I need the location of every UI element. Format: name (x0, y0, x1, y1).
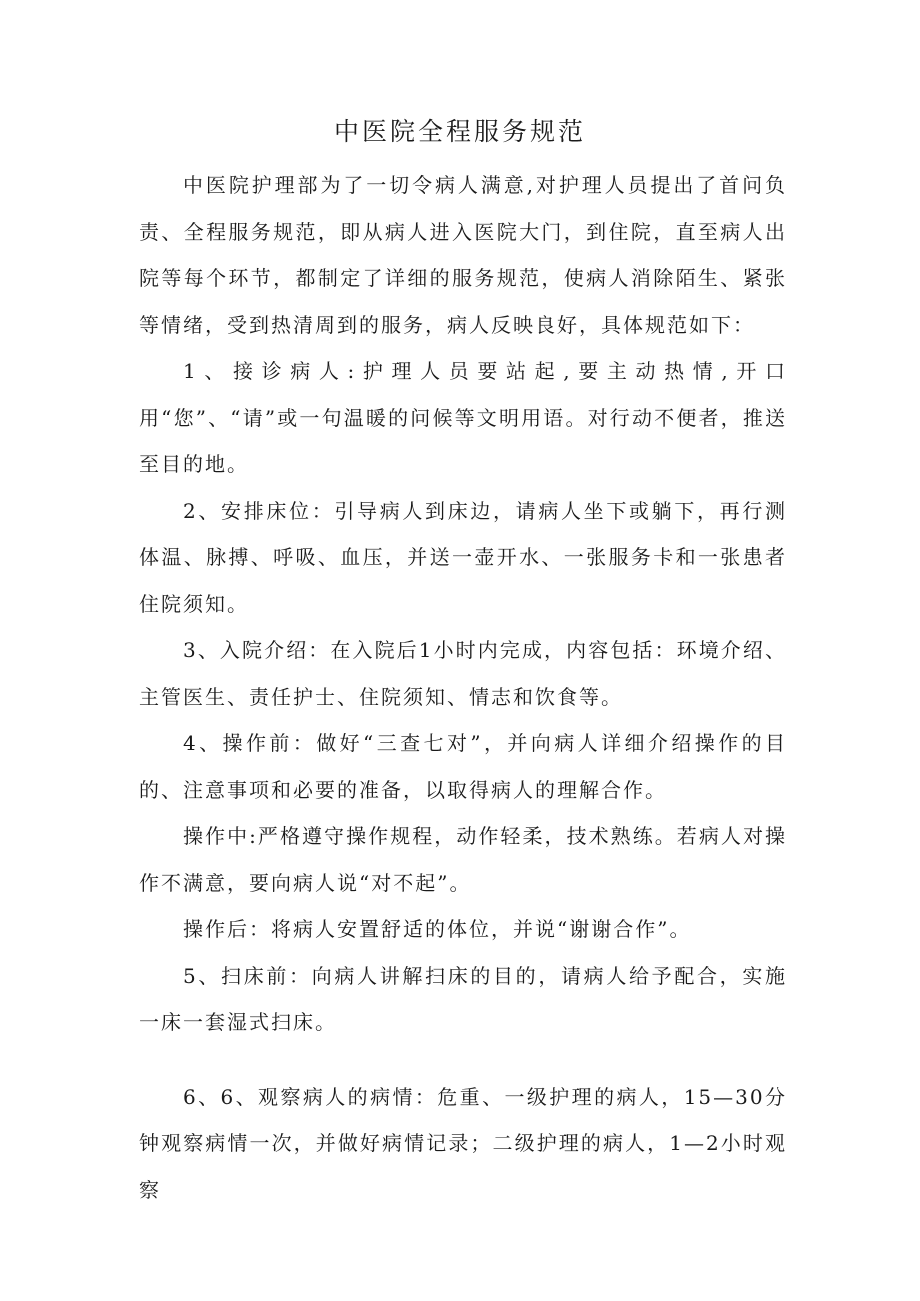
paragraph-bed-sweeping: 5、扫床前：向病人讲解扫床的目的，请病人给予配合，实施一床一套湿式扫床。 (139, 963, 787, 1034)
paragraph-after-operation: 操作后：将病人安置舒适的体位，并说“谢谢合作”。 (183, 917, 692, 941)
paragraph-before-operation: 4、操作前：做好“三查七对”，并向病人详细介绍操作的目的、注意事项和必要的准备，以取得病人的理解合作。 (139, 731, 787, 802)
paragraph-observation: 6、6、观察病人的病情：危重、一级护理的病人，15—30分钟观察病情一次，并做好病情记录；二级护理的病人，1—2小时观察 (139, 1084, 787, 1202)
paragraph-gap (139, 1046, 787, 1074)
paragraph-admission-intro: 3、入院介绍：在入院后1小时内完成，内容包括：环境介绍、主管医生、责任护士、住院须知、情志和饮食等。 (139, 638, 787, 709)
document-title: 中医院全程服务规范 (333, 117, 586, 146)
paragraph-intro: 中医院护理部为了一切令病人满意,对护理人员提出了首问负责、全程服务规范，即从病人进入医院大门，到住院，直至病人出院等每个环节，都制定了详细的服务规范，使病人消除陌生、紧张等情绪，受到热清周到的服务，病人反映良好，具体规范如下： (139, 173, 787, 337)
paragraph-during-operation: 操作中:严格遵守操作规程，动作轻柔，技术熟练。若病人对操作不满意，要向病人说“对不起”。 (139, 824, 787, 895)
paragraph-reception: 1、接诊病人:护理人员要站起,要主动热情,开口用“您”、“请”或一句温暖的问候等文明用语。对行动不便者，推送至目的地。 (139, 359, 787, 476)
document-body (139, 162, 787, 1213)
paragraph-bed-arrangement: 2、安排床位：引导病人到床边，请病人坐下或躺下，再行测体温、脉搏、呼吸、血压，并送一壶开水、一张服务卡和一张患者住院须知。 (139, 498, 787, 616)
